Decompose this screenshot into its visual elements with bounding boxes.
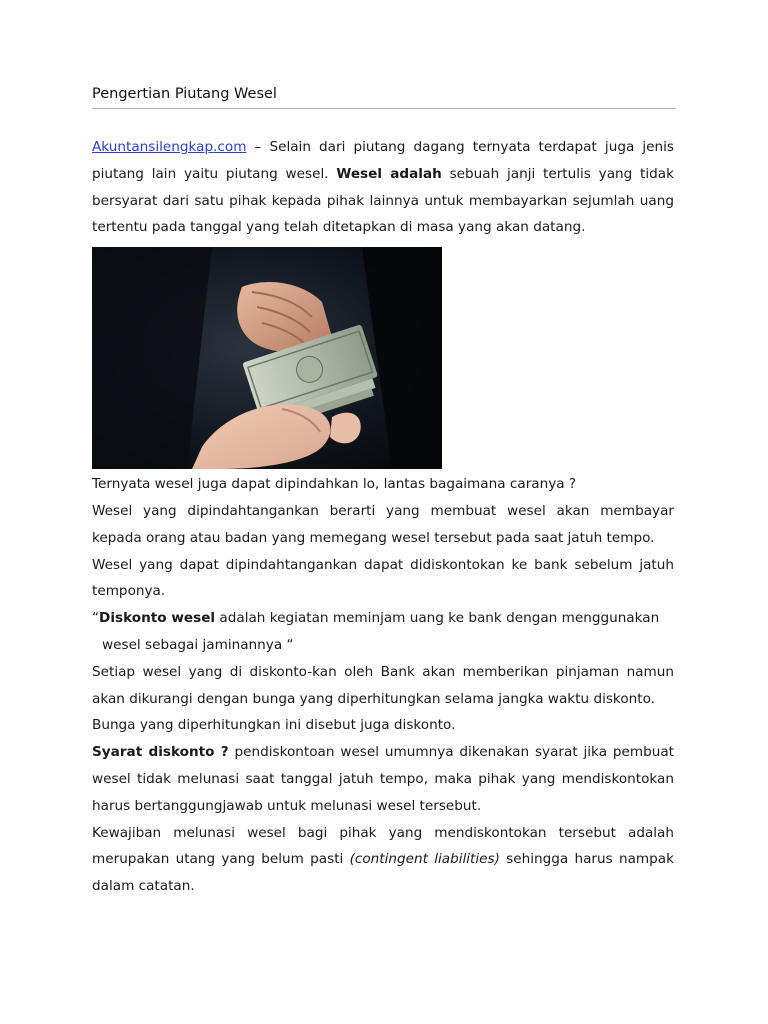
intro-text-2: sebuah janji tertulis yang tidak bersyarat dari satu pihak kepada pihak lainnya untuk membayarkan sejumlah uang tertentu pada tanggal yang telah ditetapkan di masa yang akan datang. bbox=[92, 165, 674, 236]
paragraph-1: Ternyata wesel juga dapat dipindahkan lo, lantas bagaimana caranya ? bbox=[92, 476, 577, 493]
paragraph-6: Bunga yang diperhitungkan ini disebut juga diskonto. bbox=[92, 717, 456, 734]
paragraph-2: Wesel yang dipindahtangankan berarti yang membuat wesel akan membayar kepada orang atau badan yang memegang wesel tersebut pada saat jatuh tempo. bbox=[92, 502, 674, 546]
paragraph-8-text-1: Kewajiban melunasi wesel bagi pihak yang mendiskontokan tersebut adalah merupakan utang yang belum pasti bbox=[92, 824, 674, 868]
paragraph-4-continuation: wesel sebagai jaminannya “ bbox=[102, 636, 294, 653]
intro-text-1: – Selain dari piutang dagang ternyata terdapat juga jenis piutang lain yaitu piutang wesel. bbox=[92, 139, 674, 182]
page-title: Pengertian Piutang Wesel bbox=[92, 86, 676, 109]
paragraph-4-text: adalah kegiatan meminjam uang ke bank dengan menggunakan bbox=[215, 610, 660, 627]
paragraph-8-text-2: sehingga harus nampak dalam catatan. bbox=[92, 851, 675, 895]
intro-bold-term: Wesel adalah bbox=[336, 165, 442, 182]
paragraph-7-text: pendiskontoan wesel umumnya dikenakan syarat jika pembuat wesel tidak melunasi saat tanggal jatuh tempo, maka pihak yang mendiskontokan harus bertanggungjawab untuk melunasi wesel tersebut. bbox=[92, 744, 675, 814]
source-link[interactable]: Akuntansilengkap.com bbox=[92, 139, 247, 155]
paragraph-4 bbox=[92, 605, 674, 632]
paragraph-8 bbox=[92, 820, 674, 900]
paragraph-5: Setiap wesel yang di diskonto-kan oleh Bank akan memberikan pinjaman namun akan dikurangi dengan bunga yang diperhitungkan selama jangka waktu diskonto. bbox=[92, 663, 674, 707]
paragraph-7 bbox=[92, 739, 674, 819]
term-diskonto-wesel: Diskonto wesel bbox=[99, 610, 216, 627]
article-body bbox=[92, 134, 674, 900]
paragraph-3: Wesel yang dapat dipindahtangankan dapat didiskontokan ke bank sebelum jatuh temponya. bbox=[92, 556, 674, 600]
term-syarat-diskonto: Syarat diskonto ? bbox=[92, 744, 229, 761]
term-contingent-liabilities: (contingent liabilities) bbox=[349, 851, 500, 868]
quote-open: “ bbox=[92, 610, 100, 627]
hands-passing-money-photo bbox=[92, 247, 442, 469]
intro-paragraph bbox=[92, 134, 674, 241]
